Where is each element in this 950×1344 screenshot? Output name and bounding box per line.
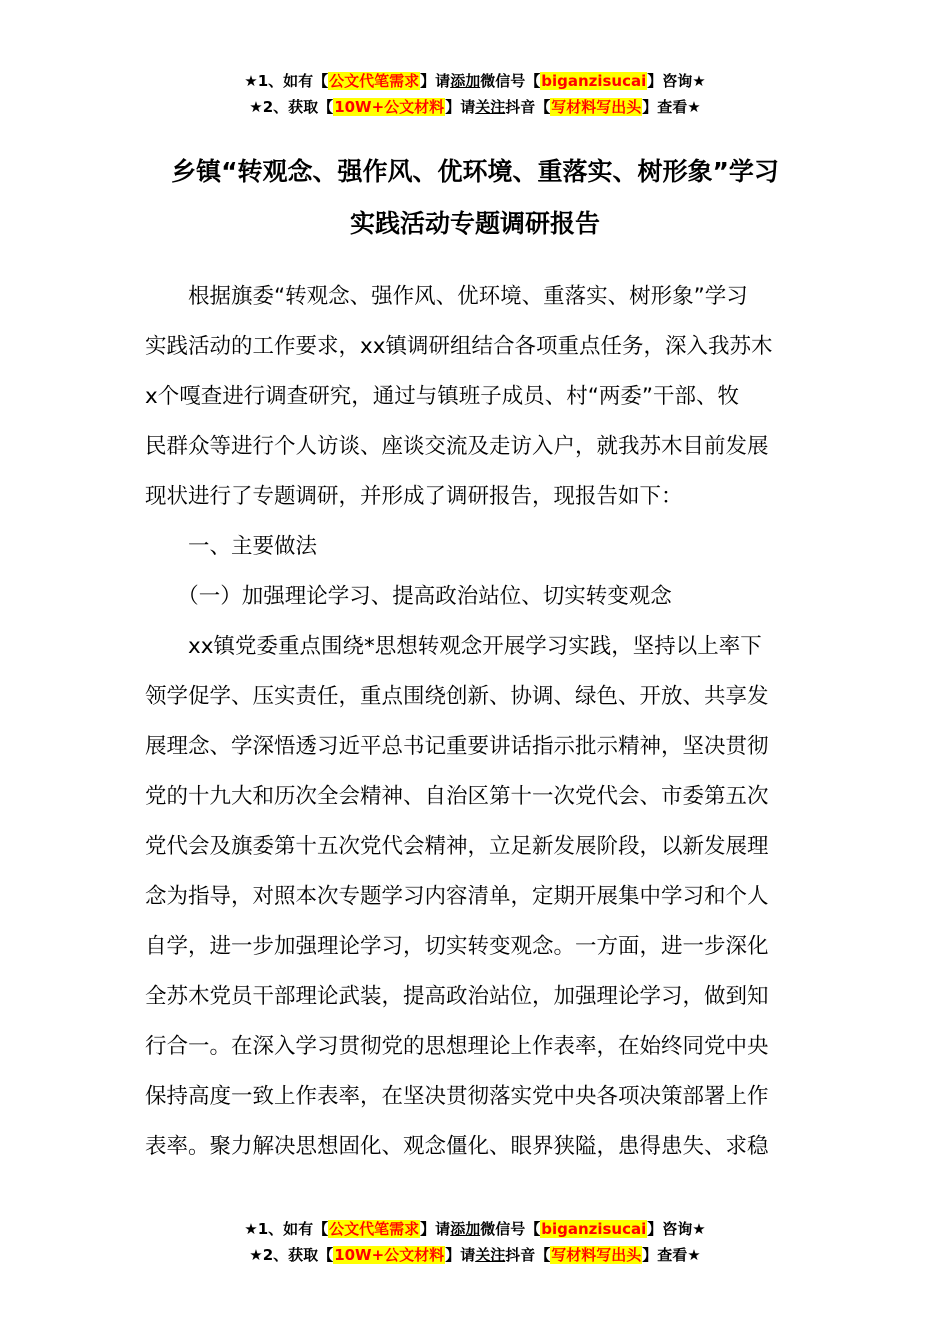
body-line: 根据旗委“转观念、强作风、优环境、重落实、树形象”学习 — [145, 284, 748, 309]
document-body — [145, 272, 805, 1172]
body-line: 保持高度一致上作表率，在坚决贯彻落实党中央各项决策部署上作 — [145, 1084, 769, 1109]
body-line: 领学促学、压实责任，重点围绕创新、协调、绿色、开放、共享发 — [145, 684, 769, 709]
douyin-account: 写材料写出头 — [551, 1246, 642, 1264]
body-line: 实践活动的工作要求，xx镇调研组结合各项重点任务，深入我苏木 — [145, 334, 773, 359]
body-line: 党代会及旗委第十五次党代会精神，立足新发展阶段，以新发展理 — [145, 834, 769, 859]
body-line: 表率。聚力解决思想固化、观念僵化、眼界狭隘，患得患失、求稳 — [145, 1134, 769, 1159]
body-line: x个嘎查进行调查研究，通过与镇班子成员、村“两委”干部、牧 — [145, 384, 740, 409]
title-line-2: 实践活动专题调研报告 — [349, 209, 600, 238]
wechat-id: biganzisucai — [541, 1220, 647, 1238]
title-line-1: 乡镇“转观念、强作风、优环境、重落实、树形象”学习 — [171, 157, 779, 186]
wechat-id: biganzisucai — [541, 72, 647, 90]
document-title — [110, 146, 840, 250]
header-banner — [0, 68, 950, 120]
banner-line-2: ★2、获取【10W+公文材料】请关注抖音【写材料写出头】查看★ — [249, 98, 701, 116]
body-line: 行合一。在深入学习贯彻党的思想理论上作表率，在始终同党中央 — [145, 1034, 769, 1059]
highlight-text: 公文代笔需求 — [329, 72, 420, 90]
banner-line-2: ★2、获取【10W+公文材料】请关注抖音【写材料写出头】查看★ — [249, 1246, 701, 1264]
body-line: 民群众等进行个人访谈、座谈交流及走访入户，就我苏木目前发展 — [145, 434, 769, 459]
body-line: 党的十九大和历次全会精神、自治区第十一次党代会、市委第五次 — [145, 784, 769, 809]
body-line: 现状进行了专题调研，并形成了调研报告，现报告如下： — [145, 484, 683, 509]
body-line: xx镇党委重点围绕*思想转观念开展学习实践，坚持以上率下 — [145, 634, 762, 659]
body-line: 全苏木党员干部理论武装，提高政治站位，加强理论学习，做到知 — [145, 984, 769, 1009]
banner-line-1: ★1、如有【公文代笔需求】请添加微信号【biganzisucai】咨询★ — [244, 72, 706, 90]
banner-line-1: ★1、如有【公文代笔需求】请添加微信号【biganzisucai】咨询★ — [244, 1220, 706, 1238]
highlight-text: 公文代笔需求 — [329, 1220, 420, 1238]
footer-banner — [0, 1216, 950, 1268]
body-line: 展理念、学深悟透习近平总书记重要讲话指示批示精神，坚决贯彻 — [145, 734, 769, 759]
body-line: 自学，进一步加强理论学习，切实转变观念。一方面，进一步深化 — [145, 934, 769, 959]
highlight-text: 10W+公文材料 — [334, 98, 445, 116]
body-line: 念为指导，对照本次专题学习内容清单，定期开展集中学习和个人 — [145, 884, 769, 909]
highlight-text: 10W+公文材料 — [334, 1246, 445, 1264]
section-heading: 一、主要做法 — [145, 534, 318, 559]
douyin-account: 写材料写出头 — [551, 98, 642, 116]
subsection-heading: （一）加强理论学习、提高政治站位、切实转变观念 — [145, 584, 672, 609]
